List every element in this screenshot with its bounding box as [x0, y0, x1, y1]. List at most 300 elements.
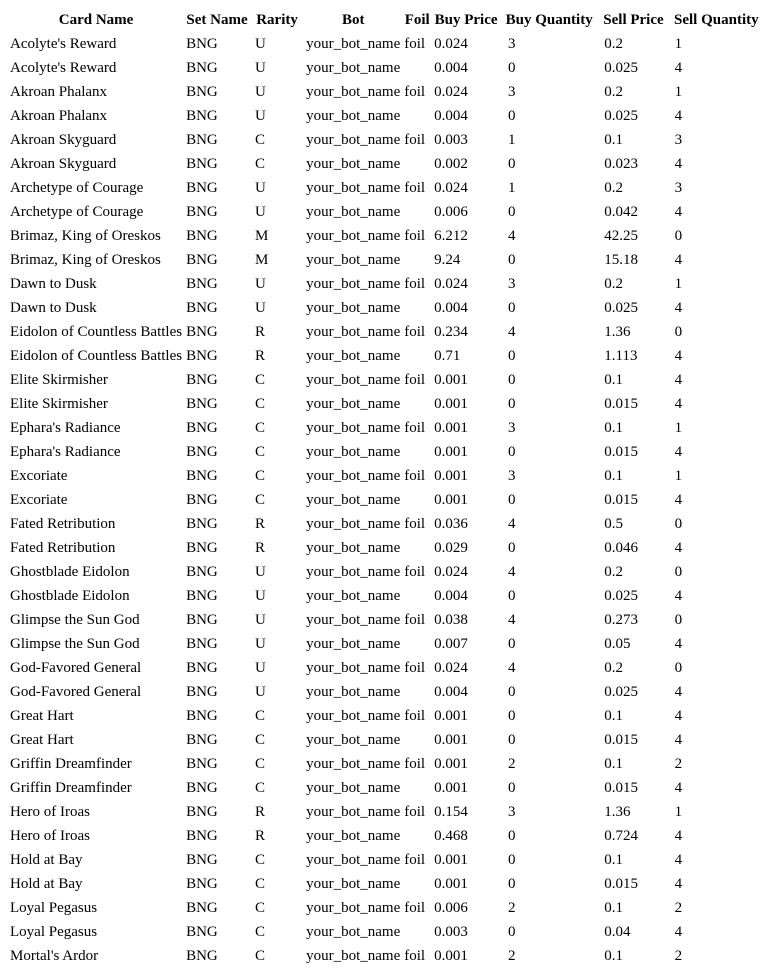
table-body [8, 32, 764, 968]
sell-quantity-cell: 2 [674, 899, 683, 916]
set-name-cell: BNG [186, 131, 218, 148]
card-name-cell: Fated Retribution [10, 539, 116, 556]
sell-quantity-cell: 0 [674, 323, 683, 340]
bot-cell: your_bot_name [306, 851, 401, 868]
column-header-buy-quantity: Buy Quantity [505, 11, 593, 28]
foil-cell [402, 584, 432, 608]
foil-cell [402, 872, 432, 896]
sell-price-cell: 0.023 [604, 155, 639, 172]
buy-price-cell: 0.004 [434, 107, 468, 124]
buy-price-cell: 0.038 [434, 611, 468, 628]
buy-price-cell: 0.007 [434, 635, 468, 652]
set-name-cell: BNG [186, 467, 218, 484]
rarity-cell: U [255, 683, 266, 700]
sell-quantity-cell: 4 [674, 635, 683, 652]
bot-cell: your_bot_name [306, 731, 401, 748]
rarity-cell: U [255, 611, 266, 628]
rarity-cell: M [255, 251, 269, 268]
buy-price-cell: 0.234 [434, 323, 468, 340]
table-row [8, 56, 764, 80]
rarity-cell: C [255, 875, 266, 892]
sell-price-cell: 0.5 [604, 515, 624, 532]
column-header-bot: Bot [341, 11, 365, 28]
bot-cell: your_bot_name [306, 539, 401, 556]
card-name-cell: Hero of Iroas [10, 803, 90, 820]
table-row [8, 560, 764, 584]
sell-price-cell: 0.015 [604, 875, 639, 892]
set-name-cell: BNG [186, 755, 218, 772]
sell-quantity-cell: 1 [674, 83, 683, 100]
sell-quantity-cell: 4 [674, 371, 683, 388]
buy-quantity-cell: 0 [508, 371, 516, 388]
card-name-cell: Brimaz, King of Oreskos [10, 227, 161, 244]
bot-cell: your_bot_name [306, 707, 401, 724]
table-row [8, 224, 764, 248]
buy-price-cell: 0.006 [434, 203, 468, 220]
sell-price-cell: 0.2 [604, 83, 624, 100]
buy-quantity-cell: 4 [508, 323, 516, 340]
table-row [8, 464, 764, 488]
bot-cell: your_bot_name [306, 323, 401, 340]
buy-quantity-cell: 3 [508, 467, 516, 484]
table-row [8, 680, 764, 704]
bot-cell: your_bot_name [306, 563, 401, 580]
foil-cell [402, 344, 432, 368]
buy-price-cell: 0.004 [434, 299, 468, 316]
set-name-cell: BNG [186, 347, 218, 364]
table-row [8, 104, 764, 128]
rarity-cell: C [255, 443, 266, 460]
sell-price-cell: 0.2 [604, 563, 624, 580]
card-name-cell: Eidolon of Countless Battles [10, 323, 183, 340]
sell-quantity-cell: 4 [674, 203, 683, 220]
foil-cell [402, 536, 432, 560]
rarity-cell: U [255, 275, 266, 292]
card-name-cell: Hold at Bay [10, 851, 83, 868]
bot-cell: your_bot_name [306, 803, 401, 820]
bot-cell: your_bot_name [306, 179, 401, 196]
sell-price-cell: 0.1 [604, 899, 624, 916]
rarity-cell: C [255, 731, 266, 748]
price-table [8, 9, 764, 968]
bot-cell: your_bot_name [306, 227, 401, 244]
foil-cell: foil [404, 83, 426, 100]
bot-cell: your_bot_name [306, 395, 401, 412]
card-name-cell: Acolyte's Reward [10, 59, 117, 76]
foil-cell: foil [404, 419, 426, 436]
sell-price-cell: 0.046 [604, 539, 639, 556]
sell-price-cell: 0.2 [604, 275, 624, 292]
table-row [8, 152, 764, 176]
buy-price-cell: 0.001 [434, 467, 468, 484]
sell-price-cell: 0.025 [604, 683, 639, 700]
sell-quantity-cell: 4 [674, 59, 683, 76]
set-name-cell: BNG [186, 563, 218, 580]
rarity-cell: C [255, 155, 266, 172]
set-name-cell: BNG [186, 707, 218, 724]
buy-quantity-cell: 3 [508, 803, 516, 820]
sell-quantity-cell: 4 [674, 443, 683, 460]
buy-quantity-cell: 0 [508, 875, 516, 892]
rarity-cell: C [255, 707, 266, 724]
bot-cell: your_bot_name [306, 35, 401, 52]
buy-quantity-cell: 0 [508, 155, 516, 172]
table-row [8, 584, 764, 608]
buy-price-cell: 0.002 [434, 155, 468, 172]
buy-quantity-cell: 0 [508, 299, 516, 316]
card-name-cell: Great Hart [10, 707, 74, 724]
card-name-cell: God-Favored General [10, 659, 142, 676]
rarity-cell: R [255, 539, 266, 556]
buy-price-cell: 0.003 [434, 923, 468, 940]
buy-price-cell: 0.001 [434, 491, 468, 508]
buy-price-cell: 0.001 [434, 419, 468, 436]
rarity-cell: R [255, 323, 266, 340]
set-name-cell: BNG [186, 635, 218, 652]
set-name-cell: BNG [186, 827, 218, 844]
bot-cell: your_bot_name [306, 947, 401, 964]
foil-cell [402, 488, 432, 512]
sell-price-cell: 0.1 [604, 851, 624, 868]
bot-cell: your_bot_name [306, 587, 401, 604]
sell-quantity-cell: 4 [674, 923, 683, 940]
buy-quantity-cell: 0 [508, 539, 516, 556]
set-name-cell: BNG [186, 899, 218, 916]
card-name-cell: Great Hart [10, 731, 74, 748]
rarity-cell: U [255, 107, 266, 124]
card-name-cell: Hold at Bay [10, 875, 83, 892]
buy-price-cell: 0.024 [434, 563, 468, 580]
foil-cell [402, 56, 432, 80]
rarity-cell: C [255, 491, 266, 508]
table-row [8, 632, 764, 656]
foil-cell: foil [404, 755, 426, 772]
rarity-cell: C [255, 395, 266, 412]
buy-quantity-cell: 3 [508, 275, 516, 292]
sell-quantity-cell: 4 [674, 851, 683, 868]
sell-price-cell: 0.1 [604, 755, 624, 772]
sell-price-cell: 0.1 [604, 371, 624, 388]
card-name-cell: Elite Skirmisher [10, 371, 108, 388]
sell-quantity-cell: 2 [674, 947, 683, 964]
bot-cell: your_bot_name [306, 659, 401, 676]
buy-price-cell: 0.468 [434, 827, 468, 844]
sell-quantity-cell: 1 [674, 35, 683, 52]
buy-quantity-cell: 2 [508, 947, 516, 964]
rarity-cell: U [255, 83, 266, 100]
sell-quantity-cell: 4 [674, 299, 683, 316]
buy-quantity-cell: 0 [508, 59, 516, 76]
card-name-cell: Griffin Dreamfinder [10, 779, 132, 796]
buy-quantity-cell: 0 [508, 347, 516, 364]
sell-quantity-cell: 4 [674, 731, 683, 748]
sell-price-cell: 0.1 [604, 947, 624, 964]
table-row [8, 536, 764, 560]
set-name-cell: BNG [186, 659, 218, 676]
table-row [8, 344, 764, 368]
sell-price-cell: 42.25 [604, 227, 639, 244]
buy-quantity-cell: 0 [508, 731, 516, 748]
table-row [8, 200, 764, 224]
buy-quantity-cell: 0 [508, 587, 516, 604]
set-name-cell: BNG [186, 275, 218, 292]
sell-quantity-cell: 4 [674, 827, 683, 844]
set-name-cell: BNG [186, 443, 218, 460]
buy-quantity-cell: 0 [508, 827, 516, 844]
buy-price-cell: 0.001 [434, 875, 468, 892]
table-row [8, 416, 764, 440]
buy-price-cell: 6.212 [434, 227, 468, 244]
buy-price-cell: 0.001 [434, 395, 468, 412]
sell-quantity-cell: 4 [674, 347, 683, 364]
column-header-set-name: Set Name [186, 11, 248, 28]
set-name-cell: BNG [186, 35, 218, 52]
set-name-cell: BNG [186, 203, 218, 220]
set-name-cell: BNG [186, 515, 218, 532]
sell-price-cell: 0.015 [604, 731, 639, 748]
set-name-cell: BNG [186, 683, 218, 700]
bot-cell: your_bot_name [306, 131, 401, 148]
buy-quantity-cell: 0 [508, 203, 516, 220]
table-row [8, 896, 764, 920]
sell-quantity-cell: 1 [674, 467, 683, 484]
foil-cell: foil [404, 659, 426, 676]
bot-cell: your_bot_name [306, 371, 401, 388]
sell-price-cell: 0.1 [604, 419, 624, 436]
buy-quantity-cell: 1 [508, 179, 516, 196]
sell-price-cell: 0.015 [604, 779, 639, 796]
foil-cell: foil [404, 467, 426, 484]
foil-cell: foil [404, 323, 426, 340]
foil-cell: foil [404, 371, 426, 388]
rarity-cell: U [255, 203, 266, 220]
foil-cell: foil [404, 131, 426, 148]
foil-cell [402, 200, 432, 224]
rarity-cell: C [255, 131, 266, 148]
card-name-cell: Glimpse the Sun God [10, 635, 140, 652]
buy-quantity-cell: 0 [508, 251, 516, 268]
column-header-card-name: Card Name [58, 11, 134, 28]
buy-price-cell: 0.001 [434, 779, 468, 796]
foil-cell [402, 152, 432, 176]
buy-quantity-cell: 0 [508, 395, 516, 412]
set-name-cell: BNG [186, 371, 218, 388]
rarity-cell: C [255, 419, 266, 436]
table-row [8, 296, 764, 320]
buy-price-cell: 0.024 [434, 275, 468, 292]
foil-cell: foil [404, 851, 426, 868]
sell-quantity-cell: 4 [674, 707, 683, 724]
buy-price-cell: 0.004 [434, 59, 468, 76]
sell-price-cell: 0.025 [604, 107, 639, 124]
column-header-sell-quantity: Sell Quantity [674, 11, 759, 28]
card-name-cell: Loyal Pegasus [10, 899, 98, 916]
buy-price-cell: 9.24 [434, 251, 461, 268]
bot-cell: your_bot_name [306, 827, 401, 844]
buy-price-cell: 0.001 [434, 731, 468, 748]
buy-quantity-cell: 0 [508, 107, 516, 124]
table-row [8, 32, 764, 56]
sell-quantity-cell: 4 [674, 587, 683, 604]
buy-quantity-cell: 4 [508, 227, 516, 244]
rarity-cell: U [255, 179, 266, 196]
table-row [8, 944, 764, 968]
card-name-cell: Ephara's Radiance [10, 419, 121, 436]
rarity-cell: C [255, 923, 266, 940]
column-header-rarity: Rarity [256, 11, 298, 28]
sell-quantity-cell: 4 [674, 875, 683, 892]
rarity-cell: C [255, 755, 266, 772]
set-name-cell: BNG [186, 323, 218, 340]
sell-price-cell: 0.04 [604, 923, 631, 940]
set-name-cell: BNG [186, 491, 218, 508]
buy-quantity-cell: 2 [508, 755, 516, 772]
buy-quantity-cell: 3 [508, 35, 516, 52]
table-row [8, 776, 764, 800]
card-name-cell: Loyal Pegasus [10, 923, 98, 940]
buy-quantity-cell: 0 [508, 851, 516, 868]
foil-cell [402, 104, 432, 128]
set-name-cell: BNG [186, 947, 218, 964]
rarity-cell: C [255, 467, 266, 484]
buy-price-cell: 0.036 [434, 515, 468, 532]
foil-cell [402, 728, 432, 752]
buy-quantity-cell: 0 [508, 923, 516, 940]
buy-price-cell: 0.001 [434, 443, 468, 460]
foil-cell: foil [404, 803, 426, 820]
table-row [8, 752, 764, 776]
bot-cell: your_bot_name [306, 899, 401, 916]
buy-price-cell: 0.004 [434, 683, 468, 700]
foil-cell: foil [404, 227, 426, 244]
set-name-cell: BNG [186, 923, 218, 940]
buy-price-cell: 0.001 [434, 371, 468, 388]
sell-quantity-cell: 3 [674, 179, 683, 196]
bot-cell: your_bot_name [306, 83, 401, 100]
set-name-cell: BNG [186, 83, 218, 100]
foil-cell: foil [404, 611, 426, 628]
sell-quantity-cell: 4 [674, 779, 683, 796]
buy-quantity-cell: 4 [508, 515, 516, 532]
rarity-cell: U [255, 35, 266, 52]
set-name-cell: BNG [186, 731, 218, 748]
set-name-cell: BNG [186, 155, 218, 172]
sell-quantity-cell: 4 [674, 491, 683, 508]
rarity-cell: R [255, 347, 266, 364]
table-row [8, 488, 764, 512]
table-header-row [8, 9, 764, 32]
set-name-cell: BNG [186, 395, 218, 412]
card-name-cell: Ghostblade Eidolon [10, 587, 130, 604]
card-name-cell: God-Favored General [10, 683, 142, 700]
buy-quantity-cell: 1 [508, 131, 516, 148]
sell-quantity-cell: 1 [674, 419, 683, 436]
buy-price-cell: 0.024 [434, 659, 468, 676]
card-name-cell: Griffin Dreamfinder [10, 755, 132, 772]
bot-cell: your_bot_name [306, 443, 401, 460]
set-name-cell: BNG [186, 803, 218, 820]
rarity-cell: R [255, 515, 266, 532]
table-row [8, 512, 764, 536]
rarity-cell: U [255, 59, 266, 76]
sell-quantity-cell: 3 [674, 131, 683, 148]
buy-quantity-cell: 0 [508, 491, 516, 508]
set-name-cell: BNG [186, 227, 218, 244]
card-name-cell: Elite Skirmisher [10, 395, 108, 412]
rarity-cell: R [255, 827, 266, 844]
set-name-cell: BNG [186, 419, 218, 436]
column-header-sell-price: Sell Price [603, 11, 664, 28]
sell-price-cell: 1.113 [604, 347, 638, 364]
foil-cell: foil [404, 179, 426, 196]
foil-cell [402, 632, 432, 656]
card-name-cell: Akroan Skyguard [10, 155, 117, 172]
bot-cell: your_bot_name [306, 755, 401, 772]
card-name-cell: Archetype of Courage [10, 179, 144, 196]
card-name-cell: Eidolon of Countless Battles [10, 347, 183, 364]
buy-quantity-cell: 3 [508, 419, 516, 436]
bot-cell: your_bot_name [306, 779, 401, 796]
card-name-cell: Glimpse the Sun God [10, 611, 140, 628]
sell-quantity-cell: 1 [674, 275, 683, 292]
card-name-cell: Excoriate [10, 467, 68, 484]
sell-quantity-cell: 0 [674, 563, 683, 580]
foil-cell [402, 440, 432, 464]
bot-cell: your_bot_name [306, 875, 401, 892]
set-name-cell: BNG [186, 107, 218, 124]
foil-cell: foil [404, 275, 426, 292]
buy-quantity-cell: 4 [508, 659, 516, 676]
buy-price-cell: 0.024 [434, 83, 468, 100]
bot-cell: your_bot_name [306, 299, 401, 316]
bot-cell: your_bot_name [306, 467, 401, 484]
set-name-cell: BNG [186, 779, 218, 796]
sell-price-cell: 0.025 [604, 587, 639, 604]
buy-price-cell: 0.71 [434, 347, 461, 364]
bot-cell: your_bot_name [306, 419, 401, 436]
sell-quantity-cell: 0 [674, 227, 683, 244]
sell-price-cell: 0.1 [604, 467, 624, 484]
buy-quantity-cell: 0 [508, 683, 516, 700]
rarity-cell: C [255, 779, 266, 796]
sell-price-cell: 0.015 [604, 443, 639, 460]
buy-price-cell: 0.001 [434, 851, 468, 868]
table-row [8, 704, 764, 728]
sell-quantity-cell: 0 [674, 659, 683, 676]
rarity-cell: U [255, 299, 266, 316]
buy-quantity-cell: 4 [508, 611, 516, 628]
set-name-cell: BNG [186, 875, 218, 892]
sell-price-cell: 0.2 [604, 179, 624, 196]
sell-price-cell: 0.2 [604, 35, 624, 52]
set-name-cell: BNG [186, 299, 218, 316]
sell-price-cell: 0.042 [604, 203, 639, 220]
bot-cell: your_bot_name [306, 203, 401, 220]
table-row [8, 176, 764, 200]
rarity-cell: C [255, 899, 266, 916]
table-row [8, 320, 764, 344]
sell-price-cell: 0.1 [604, 131, 624, 148]
sell-quantity-cell: 4 [674, 683, 683, 700]
buy-quantity-cell: 3 [508, 83, 516, 100]
set-name-cell: BNG [186, 587, 218, 604]
card-name-cell: Dawn to Dusk [10, 299, 97, 316]
rarity-cell: C [255, 851, 266, 868]
table-row [8, 824, 764, 848]
buy-price-cell: 0.024 [434, 179, 468, 196]
sell-quantity-cell: 0 [674, 611, 683, 628]
card-name-cell: Hero of Iroas [10, 827, 90, 844]
